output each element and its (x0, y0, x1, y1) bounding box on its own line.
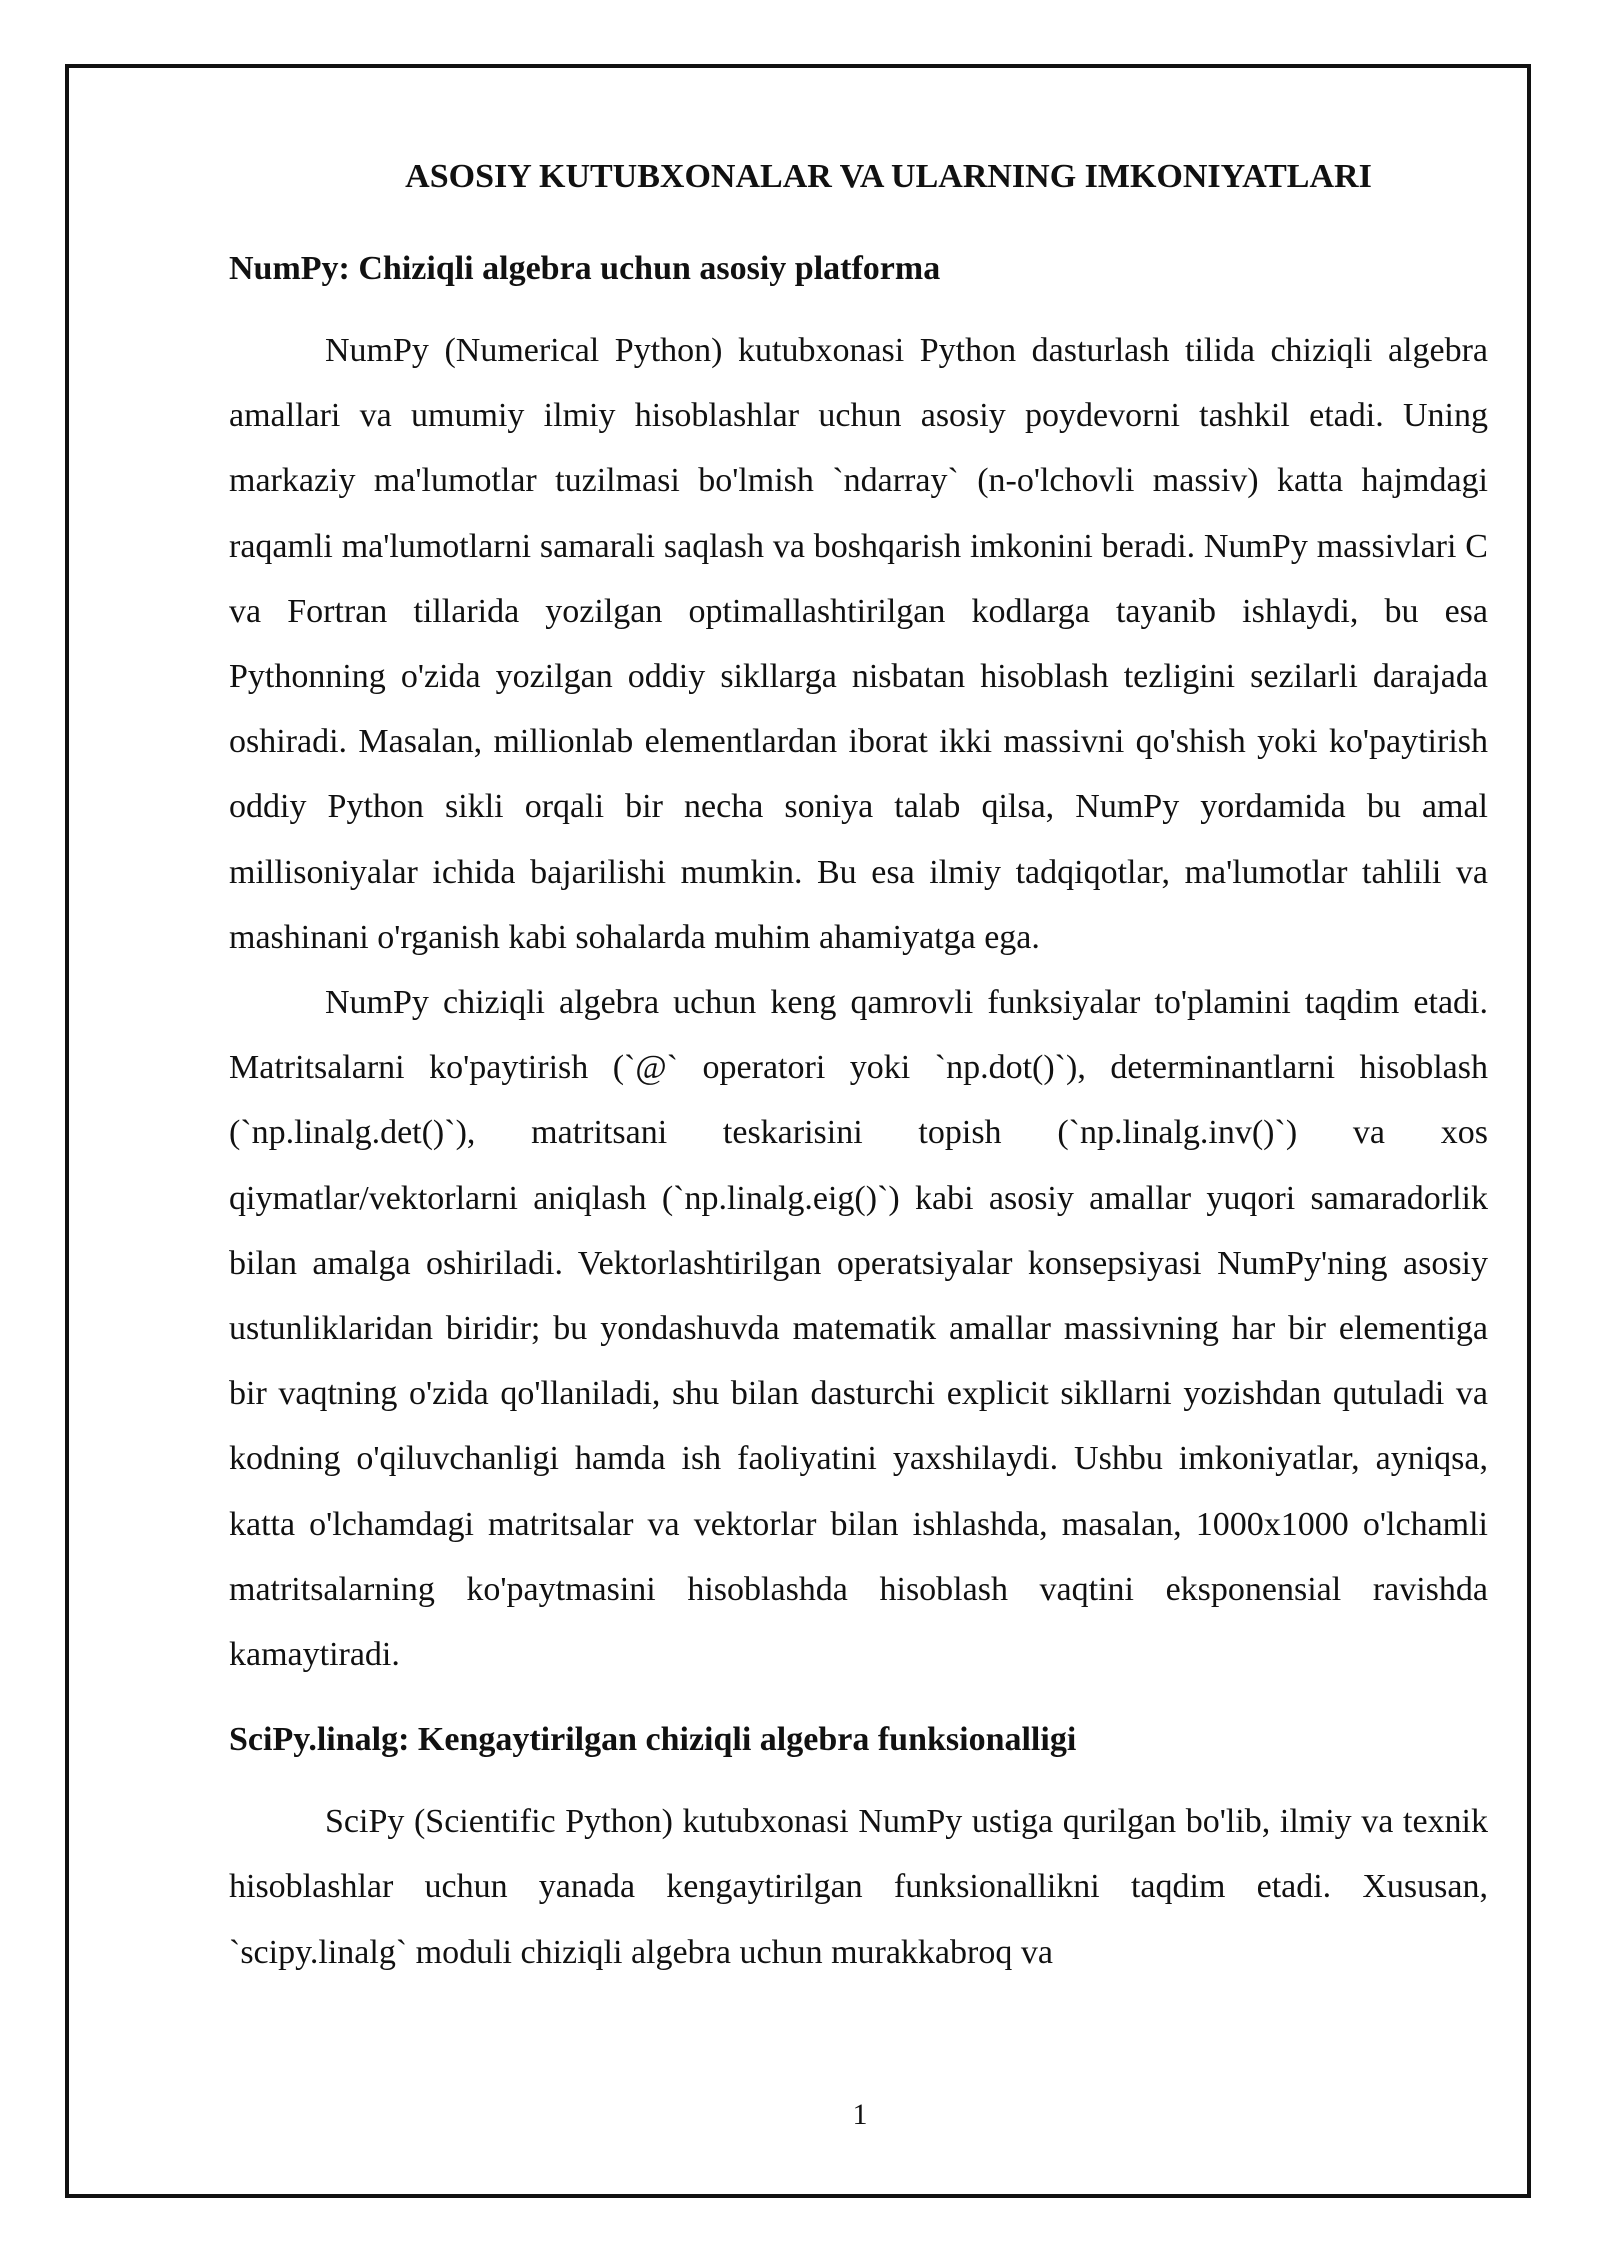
section-heading-numpy: NumPy: Chiziqli algebra uchun asosiy platforma (229, 250, 941, 287)
paragraph-numpy-intro: NumPy (Numerical Python) kutubxonasi Python dasturlash tilida chiziqli algebra amallari va umumiy ilmiy hisoblashlar uchun asosiy poydevorni tashkil etadi. Uning markaziy ma'lumotlar tuzilmasi bo'lmish `ndarray` (n-o'lchovli massiv) katta hajmdagi raqamli ma'lumotlarni samarali saqlash va boshqarish imkonini beradi. NumPy massivlari C va Fortran tillarida yozilgan optimallashtirilgan kodlarga tayanib ishlaydi, bu esa Pythonning o'zida yozilgan oddiy sikllarga nisbatan hisoblash tezligini sezilarli darajada oshiradi. Masalan, millionlab elementlardan iborat ikki massivni qo'shish yoki ko'paytirish oddiy Python sikli orqali bir necha soniya talab qilsa, NumPy yordamida bu amal millisoniyalar ichida bajarilishi mumkin. Bu esa ilmiy tadqiqotlar, ma'lumotlar tahlili va mashinani o'rganish kabi sohalarda muhim ahamiyatga ega. (229, 332, 1488, 956)
paragraph-scipy-intro: SciPy (Scientific Python) kutubxonasi NumPy ustiga qurilgan bo'lib, ilmiy va texnik hisoblashlar uchun yanada kengaytirilgan funksionallikni taqdim etadi. Xususan, `scipy.linalg` moduli chiziqli algebra uchun murakkabroq va (229, 1803, 1488, 1971)
paragraph-numpy-functions: NumPy chiziqli algebra uchun keng qamrovli funksiyalar to'plamini taqdim etadi. Matritsalarni ko'paytirish (`@` operatori yoki `np.dot()`), determinantlarni hisoblash (`np.linalg.det()`), matritsani teskarisini topish (`np.linalg.inv()`) va xos qiymatlar/vektorlarni aniqlash (`np.linalg.eig()`) kabi asosiy amallar yuqori samaradorlik bilan amalga oshiriladi. Vektorlashtirilgan operatsiyalar konsepsiyasi NumPy'ning asosiy ustunliklaridan biridir; bu yondashuvda matematik amallar massivning har bir elementiga bir vaqtning o'zida qo'llaniladi, shu bilan dasturchi explicit sikllarni yozishdan qutuladi va kodning o'qiluvchanligi hamda ish faoliyatini yaxshilaydi. Ushbu imkoniyatlar, ayniqsa, katta o'lchamdagi matritsalar va vektorlar bilan ishlashda, masalan, 1000x1000 o'lchamli matritsalarning ko'paytmasini hisoblashda hisoblash vaqtini eksponensial ravishda kamaytiradi. (229, 984, 1488, 1674)
document-body (229, 150, 1488, 1985)
page-number: 1 (852, 2098, 868, 2131)
section-heading-scipy: SciPy.linalg: Kengaytirilgan chiziqli algebra funksionalligi (229, 1721, 1077, 1759)
document-title: ASOSIY KUTUBXONALAR VA ULARNING IMKONIYATLARI (405, 158, 1372, 195)
